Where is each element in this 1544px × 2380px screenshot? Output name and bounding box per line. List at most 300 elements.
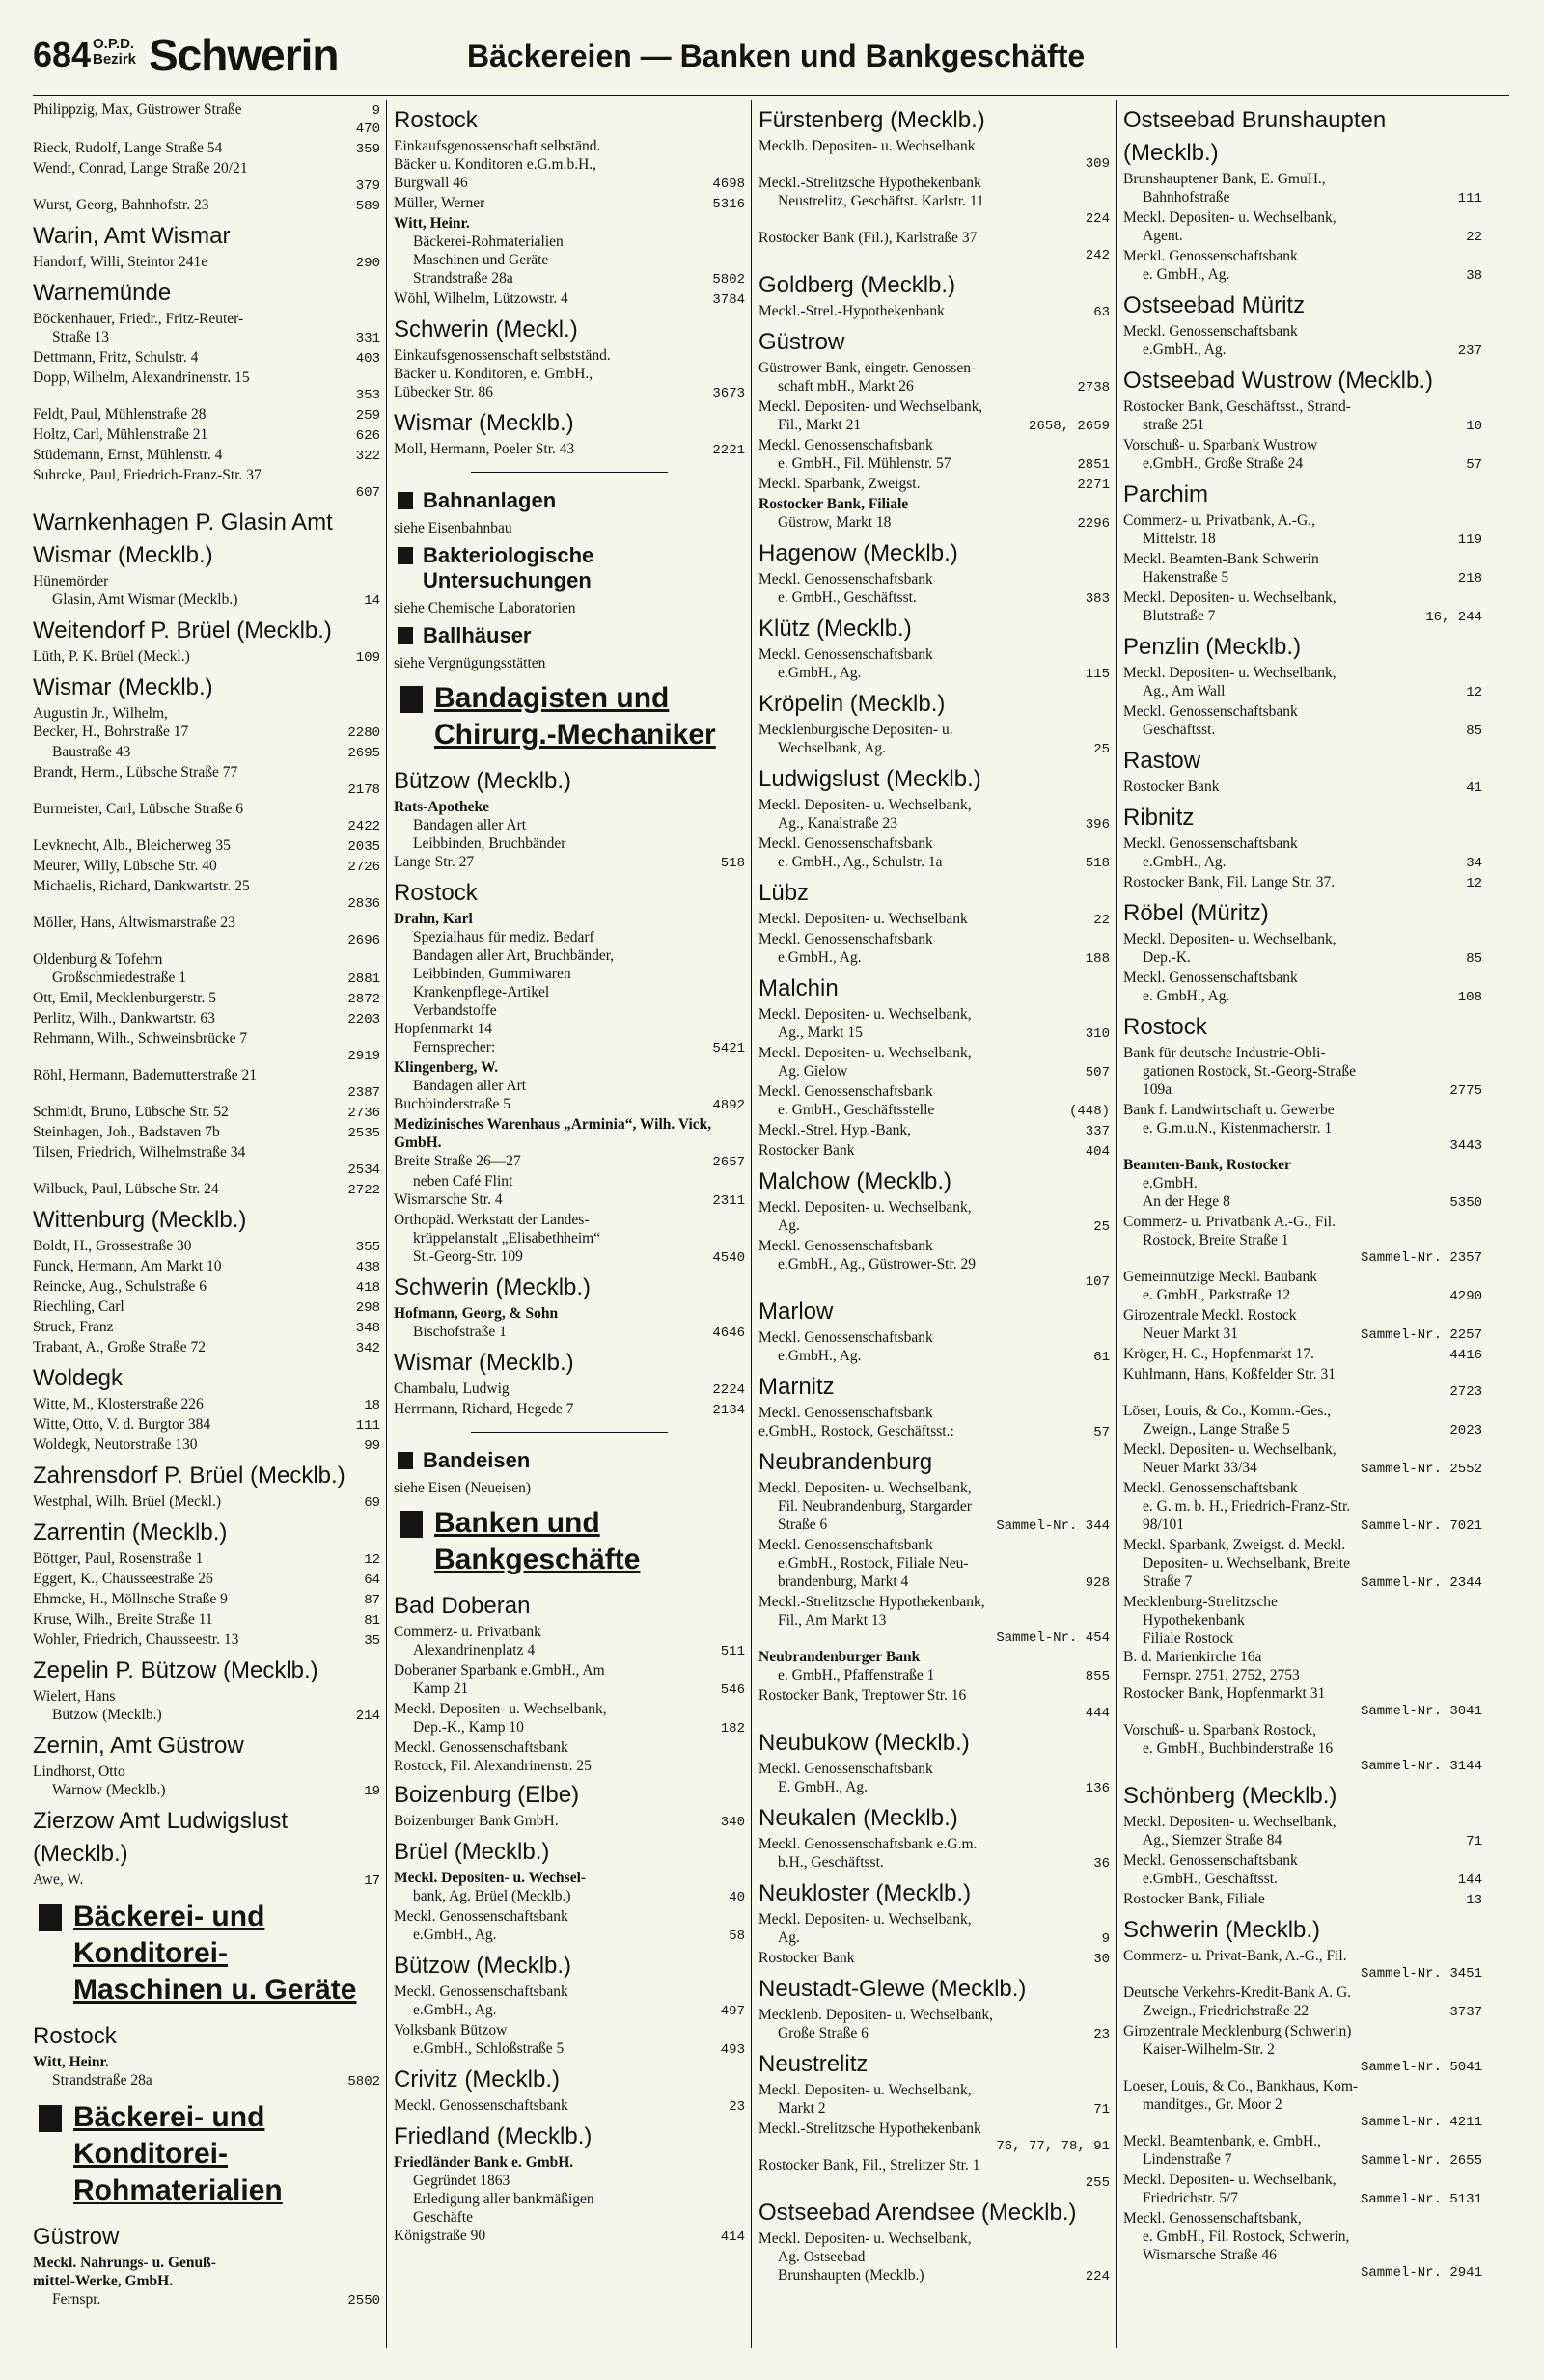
directory-entry	[758, 739, 1110, 759]
entry-text: Bützow (Mecklb.)	[394, 768, 572, 794]
entry-text: manditges., Gr. Moor 2	[1143, 2096, 1282, 2113]
phone-number: 38	[1466, 268, 1482, 284]
entry-text: Straße 6	[778, 1517, 828, 1533]
entry-text: 98/101	[1143, 1517, 1185, 1533]
directory-entry	[394, 1380, 745, 1400]
directory-entry	[33, 1549, 380, 1570]
place-heading	[33, 1651, 380, 1687]
district-label	[93, 37, 136, 68]
directory-entry	[33, 425, 380, 446]
entry-text: siehe Chemische Laboratorien	[394, 600, 576, 616]
entry-text: e. GmbH., Geschäftsstelle	[778, 1102, 935, 1118]
directory-entry	[394, 928, 745, 946]
entry-text: Augustin Jr., Wilhelm,	[33, 705, 168, 722]
directory-entry	[1123, 1174, 1482, 1192]
phone-number: 40	[729, 1890, 745, 1905]
entry-text: Rostock	[1123, 1014, 1207, 1040]
entry-text: Suhrcke, Paul, Friedrich-Franz-Str. 37	[33, 467, 262, 483]
phone-number: 4416	[1449, 1348, 1482, 1363]
directory-entry	[394, 1757, 745, 1775]
directory-entry	[33, 1277, 380, 1298]
entry-text: Schmidt, Bruno, Lübsche Str. 52	[33, 1104, 229, 1120]
directory-entry	[394, 1869, 745, 1887]
directory-entry	[758, 1573, 1110, 1593]
directory-entry	[1123, 322, 1482, 341]
entry-text: Meckl. Genossenschaftsbank	[1123, 1480, 1298, 1496]
directory-entry	[394, 194, 745, 214]
directory-entry	[33, 1103, 380, 1123]
column-divider	[386, 100, 387, 2348]
entry-text: Fernspr.	[52, 2291, 101, 2308]
entry-text: Bäckerei- und Konditorei- Maschinen u. Geräte	[33, 1899, 380, 2009]
directory-entry	[33, 405, 380, 425]
phone-number: 2872	[347, 992, 380, 1007]
entry-text: Marnitz	[758, 1374, 835, 1400]
phone-number: Sammel-Nr. 2357	[1360, 1250, 1482, 1266]
place-heading	[1123, 1007, 1482, 1044]
phone-number: 518	[1085, 856, 1110, 871]
entry-text: schaft mbH., Markt 26	[778, 378, 914, 395]
entry-text: Gemeinnützige Meckl. Baubank	[1123, 1269, 1318, 1285]
directory-entry	[1123, 1666, 1482, 1684]
directory-entry	[394, 1718, 745, 1738]
entry-text: Bäcker u. Konditoren e.G.m.b.H.,	[394, 156, 597, 173]
phone-number: 470	[355, 122, 380, 137]
place-heading	[758, 533, 1110, 570]
entry-text: Meckl. Genossenschaftsbank	[758, 437, 933, 453]
directory-entry	[1123, 397, 1482, 416]
place-heading	[1123, 475, 1482, 511]
entry-text: Reincke, Aug., Schulstraße 6	[33, 1278, 207, 1295]
entry-text: Bank f. Landwirtschaft u. Gewerbe	[1123, 1102, 1335, 1118]
directory-entry	[1123, 2246, 1482, 2264]
directory-entry	[758, 174, 1110, 192]
entry-text: Commerz- u. Privatbank A.-G., Fil.	[1123, 1214, 1336, 1230]
directory-entry	[394, 1229, 745, 1247]
entry-text: Leibbinden, Bruchbänder	[413, 835, 566, 852]
directory-entry	[758, 210, 1110, 229]
phone-number: 855	[1085, 1669, 1110, 1684]
phone-number: 242	[1085, 248, 1110, 263]
directory-entry	[33, 466, 380, 484]
entry-text: Böckenhauer, Friedr., Fritz-Reuter-	[33, 311, 244, 327]
directory-entry	[758, 1101, 1110, 1121]
entry-text: Bandagen aller Art	[413, 817, 527, 834]
directory-entry	[1123, 1739, 1482, 1758]
entry-text: Bahnhofstraße	[1143, 189, 1230, 205]
directory-entry	[758, 930, 1110, 948]
entry-text: e.GmbH., Ag.	[778, 665, 862, 681]
entry-text: Dopp, Wilhelm, Alexandrinenstr. 15	[33, 369, 250, 386]
directory-entry	[1123, 834, 1482, 853]
entry-text: Marlow	[758, 1299, 834, 1325]
place-heading	[1123, 798, 1482, 834]
phone-number: 36	[1093, 1856, 1110, 1872]
entry-text: Meckl. Depositen- u. Wechselbank,	[1123, 931, 1337, 947]
directory-entry	[33, 1237, 380, 1257]
place-heading	[1123, 286, 1482, 322]
entry-text: Chambalu, Ludwig	[394, 1381, 510, 1397]
entry-text: Meckl. Depositen- u. Wechselbank,	[758, 2082, 972, 2098]
phone-number: 383	[1085, 591, 1110, 607]
phone-number: 111	[355, 1418, 380, 1434]
directory-entry	[33, 857, 380, 877]
directory-entry	[758, 1121, 1110, 1141]
entry-text: Bäckerei-Rohmaterialien	[413, 233, 564, 250]
entry-text: Wurst, Georg, Bahnhofstr. 23	[33, 197, 209, 213]
entry-text: Loeser, Louis, & Co., Bankhaus, Kom-	[1123, 2078, 1359, 2094]
directory-entry	[758, 454, 1110, 475]
directory-entry	[1123, 1081, 1482, 1101]
directory-entry	[1123, 1249, 1482, 1268]
directory-entry	[1123, 416, 1482, 436]
directory-entry	[1123, 1497, 1482, 1516]
directory-entry	[758, 1404, 1110, 1422]
phone-number: 2657	[712, 1155, 745, 1170]
directory-entry	[394, 1323, 745, 1343]
directory-entry	[394, 1983, 745, 2001]
phone-number: 331	[355, 331, 380, 346]
directory-entry	[758, 910, 1110, 930]
phone-number: 119	[1457, 533, 1482, 548]
entry-text: Güstrow, Markt 18	[778, 514, 892, 531]
phone-number: Sammel-Nr. 2257	[1360, 1327, 1482, 1343]
directory-entry	[1123, 1554, 1482, 1573]
directory-entry	[33, 647, 380, 668]
phone-number: 64	[364, 1573, 380, 1588]
district-label-line2: Bezirk	[93, 51, 137, 68]
directory-entry	[394, 2190, 745, 2208]
place-heading	[758, 265, 1110, 302]
district-label-line1: O.P.D.	[93, 36, 135, 52]
entry-text: Witt, Heinr.	[33, 2054, 109, 2070]
entry-text: Fernspr. 2751, 2752, 2753	[1143, 1667, 1300, 1683]
entry-text: Hakenstraße 5	[1143, 569, 1229, 586]
directory-entry	[1123, 1306, 1482, 1325]
phone-number: 2919	[347, 1049, 380, 1064]
directory-entry	[394, 1623, 745, 1641]
directory-entry	[1123, 1611, 1482, 1629]
entry-text: Zierzow Amt Ludwigslust (Mecklb.)	[33, 1808, 289, 1867]
directory-entry	[758, 1516, 1110, 1536]
phone-number: 518	[720, 856, 745, 871]
phone-number: Sammel-Nr. 2941	[1360, 2265, 1482, 2281]
directory-entry	[1123, 1044, 1482, 1062]
entry-text: Philippzig, Max, Güstrower Straße	[33, 101, 242, 118]
entry-text: Bäcker u. Konditoren, e. GmbH.,	[394, 366, 593, 382]
entry-text: Glasin, Amt Wismar (Mecklb.)	[52, 591, 238, 608]
phone-number: 298	[355, 1300, 380, 1316]
phone-number: 2280	[347, 725, 380, 741]
entry-text: Meckl. Genossenschaftsbank	[1123, 1852, 1298, 1869]
directory-entry	[33, 1338, 380, 1358]
phone-number: 5802	[347, 2074, 380, 2090]
phone-number: 4290	[1449, 1289, 1482, 1304]
entry-text: Ostseebad Müritz	[1123, 292, 1306, 318]
phone-number: 144	[1457, 1873, 1482, 1888]
phone-number: 22	[1466, 230, 1482, 245]
entry-text: Krankenpflege-Artikel	[413, 984, 550, 1000]
directory-entry	[758, 1593, 1110, 1611]
directory-entry	[394, 1020, 745, 1038]
entry-text: Ostseebad Brunshaupten (Mecklb.)	[1123, 107, 1387, 166]
phone-number: 4646	[712, 1326, 745, 1341]
phone-number: 2658, 2659	[1028, 419, 1110, 434]
entry-text: Mecklenb. Depositen- u. Wechselbank,	[758, 2007, 993, 2023]
entry-text: e.GmbH., Ag.	[1143, 854, 1227, 870]
phone-number: 85	[1466, 724, 1482, 739]
entry-text: Woldegk	[33, 1365, 123, 1391]
place-heading	[394, 1586, 745, 1623]
phone-number: 290	[355, 256, 380, 271]
phone-number: 99	[364, 1438, 380, 1454]
entry-text: gationen Rostock, St.-Georg-Straße	[1143, 1063, 1356, 1080]
directory-entry	[394, 289, 745, 310]
entry-text: Einkaufsgenossenschaft selbstständ.	[394, 347, 611, 364]
place-heading	[33, 2217, 380, 2254]
entry-text: Wittenburg (Mecklb.)	[33, 1207, 247, 1233]
entry-text: Rostocker Bank	[758, 1950, 855, 1966]
entry-text: Wismar (Mecklb.)	[33, 674, 213, 700]
directory-entry	[1123, 1703, 1482, 1721]
entry-text: Baustraße 43	[52, 744, 131, 760]
entry-text: Bandeisen	[394, 1448, 745, 1473]
entry-text: Ag.	[778, 1929, 800, 1946]
phone-number: 2696	[347, 933, 380, 948]
directory-entry	[33, 484, 380, 503]
entry-text: Meckl.-Strel. Hyp.-Bank,	[758, 1122, 911, 1138]
entry-text: Eggert, K., Chausseestraße 26	[33, 1571, 213, 1587]
phone-number: 2296	[1077, 516, 1110, 532]
entry-text: Vorschuß- u. Sparbank Wustrow	[1123, 437, 1318, 453]
entry-text: Bahnanlagen	[394, 488, 745, 513]
entry-text: Zweign., Friedrichstraße 22	[1143, 2003, 1310, 2019]
directory-entry	[394, 983, 745, 1001]
entry-text: Girozentrale Meckl. Rostock	[1123, 1307, 1297, 1324]
entry-text: Geschäfte	[413, 2209, 473, 2226]
phone-number: 218	[1457, 571, 1482, 587]
phone-number: 3673	[712, 386, 745, 401]
directory-entry	[394, 1247, 745, 1268]
phone-number: 2203	[347, 1012, 380, 1027]
directory-entry	[758, 1611, 1110, 1629]
directory-entry	[33, 1009, 380, 1029]
place-heading	[33, 503, 380, 572]
directory-entry	[758, 1536, 1110, 1554]
directory-entry	[33, 1706, 380, 1726]
entry-text: Großschmiedestraße 1	[52, 970, 187, 986]
entry-text: Becker, H., Bohrstraße 17	[33, 724, 189, 740]
directory-entry	[33, 1610, 380, 1630]
phone-number: 404	[1085, 1144, 1110, 1160]
directory-entry	[33, 1871, 380, 1891]
entry-text: e.GmbH., Schloßstraße 5	[413, 2040, 565, 2057]
directory-entry	[33, 139, 380, 159]
directory-entry	[758, 814, 1110, 834]
entry-text: Meckl. Genossenschaftsbank	[758, 1329, 933, 1346]
directory-entry	[758, 1062, 1110, 1082]
entry-text: e. GmbH., Ag.	[1143, 266, 1230, 283]
directory-entry	[1123, 208, 1482, 227]
directory-entry	[1123, 1383, 1482, 1402]
directory-entry	[394, 2172, 745, 2190]
directory-entry	[33, 836, 380, 857]
entry-text: Meckl. Depositen- und Wechselbank,	[758, 398, 983, 415]
phone-number: 63	[1093, 305, 1110, 320]
entry-text: Bützow (Mecklb.)	[52, 1707, 162, 1723]
directory-entry	[33, 914, 380, 932]
entry-text: Penzlin (Mecklb.)	[1123, 634, 1302, 660]
directory-entry	[394, 816, 745, 834]
directory-entry	[1123, 1365, 1482, 1383]
entry-text: Meckl. Genossenschaftsbank	[758, 835, 933, 852]
entry-text: Meckl. Genossenschaftsbank	[758, 1405, 933, 1421]
phone-number: 107	[1085, 1274, 1110, 1290]
phone-number: 61	[1093, 1350, 1110, 1365]
entry-text: Brunshaupten (Mecklb.)	[778, 2267, 924, 2284]
entry-text: Meckl. Depositen- u. Wechselbank,	[1123, 1814, 1337, 1830]
directory-entry	[394, 1077, 745, 1095]
entry-text: Kröger, H. C., Hopfenmarkt 17.	[1123, 1346, 1314, 1362]
directory-entry	[758, 1422, 1110, 1442]
phone-number: 4892	[712, 1098, 745, 1113]
directory-entry	[33, 1763, 380, 1781]
phone-number: (448)	[1068, 1104, 1110, 1119]
directory-entry	[1123, 170, 1482, 188]
phone-number: 2224	[712, 1382, 745, 1398]
entry-text: e. GmbH., Fil. Rostock, Schwerin,	[1143, 2229, 1350, 2245]
entry-text: Kröpelin (Mecklb.)	[758, 691, 946, 717]
entry-text: Bakteriologische Untersuchungen	[394, 543, 745, 593]
entry-text: Meckl. Genossenschaftsbank	[394, 1739, 568, 1756]
phone-number: 30	[1093, 1952, 1110, 1967]
entry-text: Commerz- u. Privat-Bank, A.-G., Fil.	[1123, 1948, 1347, 1964]
directory-entry	[33, 895, 380, 914]
directory-entry	[394, 853, 745, 873]
directory-entry	[394, 834, 745, 853]
directory-entry	[1123, 1721, 1482, 1739]
entry-text: Hagenow (Mecklb.)	[758, 540, 958, 566]
entry-text: Lindhorst, Otto	[33, 1764, 125, 1780]
entry-text: krüppelanstalt „Elisabethheim“	[413, 1230, 601, 1246]
place-heading	[758, 684, 1110, 721]
directory-entry	[758, 397, 1110, 416]
entry-text: Strandstraße 28a	[413, 270, 513, 287]
phone-number: 76, 77, 78, 91	[996, 2139, 1110, 2154]
directory-entry	[33, 1436, 380, 1456]
phone-number: 19	[364, 1784, 380, 1799]
entry-text: Holtz, Carl, Mühlenstraße 21	[33, 426, 208, 443]
directory-entry	[33, 121, 380, 139]
phone-number: 57	[1466, 457, 1482, 473]
phone-number: 25	[1093, 742, 1110, 757]
directory-entry	[1123, 1983, 1482, 2002]
place-heading	[758, 100, 1110, 137]
directory-entry	[1123, 1947, 1482, 1965]
directory-entry	[394, 1907, 745, 1926]
phone-number: 2726	[347, 860, 380, 875]
directory-entry	[758, 2024, 1110, 2044]
phone-number: 2271	[1077, 478, 1110, 493]
entry-text: Moll, Hermann, Poeler Str. 43	[394, 441, 575, 457]
directory-entry	[758, 1648, 1110, 1666]
directory-entry	[33, 781, 380, 800]
entry-text: Ag., Kanalstraße 23	[778, 815, 897, 832]
entry-text: Zahrensdorf P. Brüel (Mecklb.)	[33, 1463, 345, 1489]
phone-number: 81	[364, 1613, 380, 1628]
entry-text: Schwerin (Meckl.)	[394, 316, 578, 342]
entry-text: Meckl. Genossenschaftsbank,	[1123, 2210, 1302, 2227]
entry-text: Müller, Werner	[394, 195, 485, 211]
entry-text: Zepelin P. Bützow (Mecklb.)	[33, 1657, 318, 1683]
phone-number: 12	[1466, 876, 1482, 891]
phone-number: Sammel-Nr. 454	[996, 1630, 1110, 1646]
directory-entry	[1123, 2040, 1482, 2059]
directory-entry	[33, 1590, 380, 1610]
entry-text: Spezialhaus für mediz. Bedarf	[413, 929, 594, 945]
phone-number: 188	[1085, 951, 1110, 967]
phone-number: 2881	[347, 971, 380, 987]
directory-entry	[1123, 1459, 1482, 1479]
directory-entry	[33, 348, 380, 369]
directory-entry	[1123, 1192, 1482, 1213]
phone-number: 87	[364, 1593, 380, 1608]
directory-entry	[758, 495, 1110, 513]
entry-text: Meckl. Genossenschaftsbank	[394, 1908, 568, 1925]
entry-text: Bützow (Mecklb.)	[394, 1953, 572, 1979]
directory-entry	[1123, 1479, 1482, 1497]
entry-text: Blutstraße 7	[1143, 608, 1216, 624]
directory-entry	[758, 2230, 1110, 2248]
directory-entry	[758, 2156, 1110, 2175]
directory-entry	[758, 2266, 1110, 2286]
entry-text: Awe, W.	[33, 1872, 84, 1888]
directory-entry	[1123, 1813, 1482, 1831]
entry-text: e. GmbH., Fil. Mühlenstr. 57	[778, 455, 951, 472]
directory-entry	[758, 1237, 1110, 1255]
directory-entry	[33, 2254, 380, 2272]
directory-entry	[1123, 568, 1482, 588]
phone-number: 182	[720, 1721, 745, 1737]
entry-text: Meckl. Genossenschaftsbank	[1123, 248, 1298, 264]
entry-text: Dep.-K.	[1143, 949, 1191, 966]
entry-text: Rostock	[394, 107, 478, 133]
place-heading	[758, 609, 1110, 645]
entry-text: Neustrelitz, Geschäftst. Karlstr. 11	[778, 193, 984, 209]
entry-text: Rostocker Bank, Hopfenmarkt 31	[1123, 1685, 1326, 1702]
entry-text: Oldenburg & Tofehrn	[33, 951, 163, 968]
directory-entry	[33, 1687, 380, 1706]
directory-entry	[394, 946, 745, 965]
directory-entry	[1123, 2171, 1482, 2189]
entry-text: Meckl. Genossenschaftsbank	[758, 1083, 933, 1100]
directory-entry	[394, 1211, 745, 1229]
entry-text: Maschinen und Geräte	[413, 252, 549, 268]
place-heading	[33, 2016, 380, 2053]
entry-text: Schwerin (Mecklb.)	[1123, 1917, 1321, 1943]
entry-text: Meckl. Genossenschaftsbank	[394, 1983, 568, 2000]
directory-entry	[1123, 511, 1482, 530]
phone-number: 2134	[712, 1403, 745, 1418]
entry-text: Doberaner Sparbank e.GmbH., Am	[394, 1662, 605, 1679]
directory-entry	[394, 155, 745, 174]
place-heading	[33, 273, 380, 310]
entry-text: Ballhäuser	[394, 623, 745, 648]
entry-text: Meckl.-Strelitzsche Hypothekenbank	[758, 2120, 981, 2137]
directory-entry	[758, 1273, 1110, 1292]
directory-entry	[33, 1630, 380, 1651]
phone-number: 71	[1466, 1834, 1482, 1849]
